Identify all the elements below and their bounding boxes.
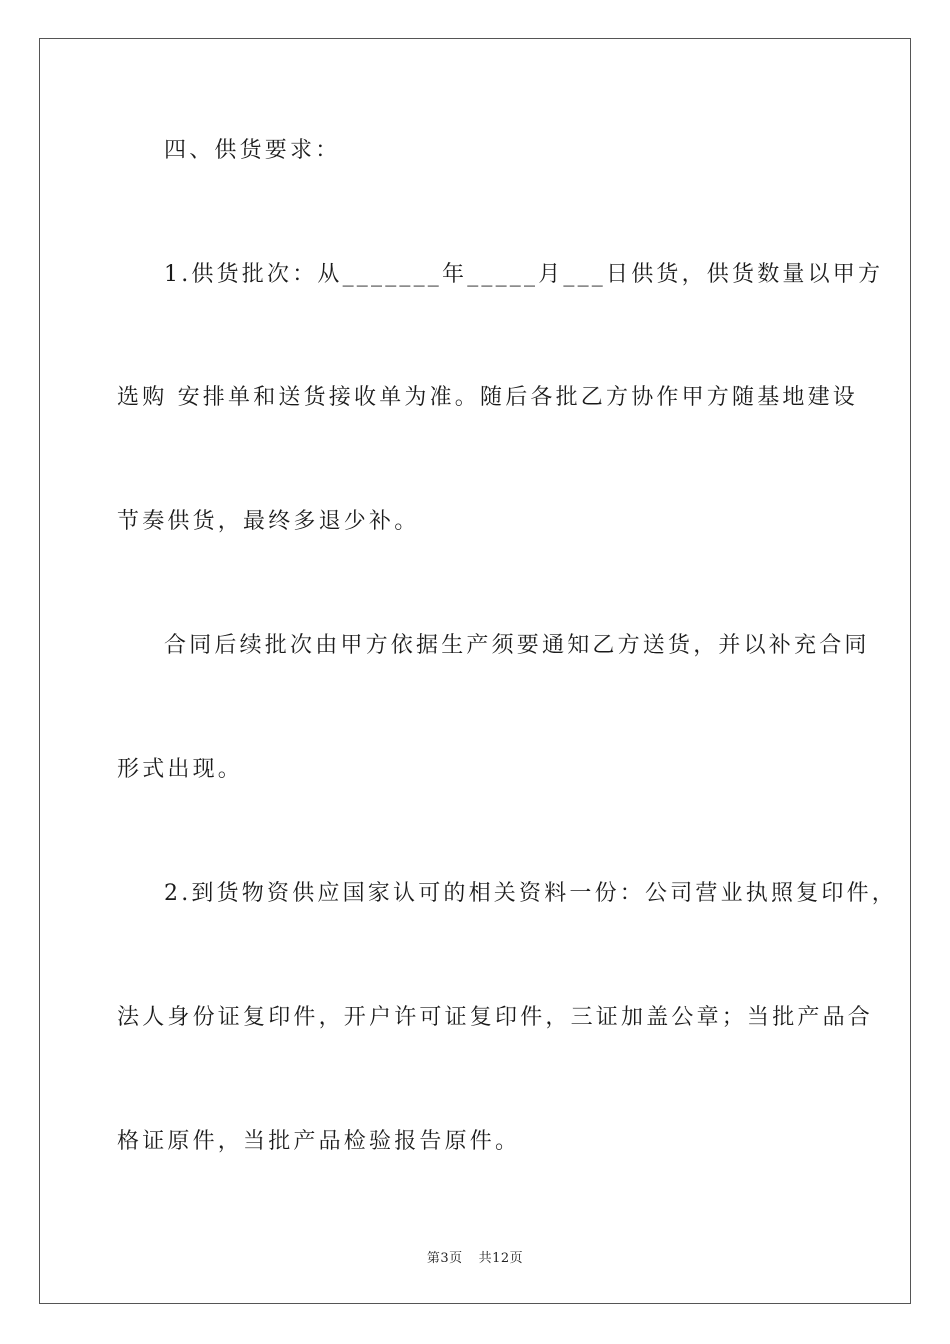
paragraph-line: 形式出现。 [117,757,244,782]
paragraph-line: 合同后续批次由甲方依据生产须要通知乙方送货，并以补充合同 [164,633,870,658]
section-heading: 四、供货要求： [164,138,341,163]
paragraph-line: 2.到货物资供应国家认可的相关资料一份：公司营业执照复印件， [164,881,897,906]
paragraph-line: 选购 安排单和送货接收单为准。随后各批乙方协作甲方随基地建设 [117,385,858,410]
paragraph-line: 法人身份证复印件，开户许可证复印件，三证加盖公章；当批产品合 [117,1005,874,1030]
paragraph-line: 节奏供货，最终多退少补。 [117,509,420,534]
page-border [39,38,911,1304]
page-number: 第3页 [426,1251,463,1266]
paragraph-line: 格证原件，当批产品检验报告原件。 [117,1129,521,1154]
paragraph-line: 1.供货批次：从_______年_____月___日供货，供货数量以甲方 [164,262,884,287]
page-total: 共12页 [478,1251,524,1266]
page-footer [0,1247,950,1266]
